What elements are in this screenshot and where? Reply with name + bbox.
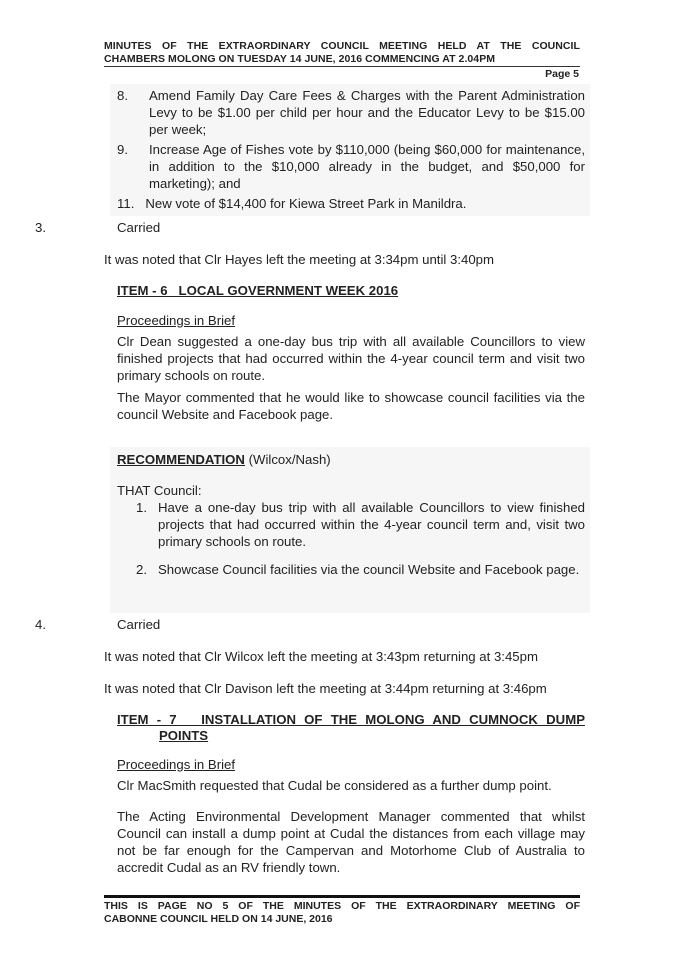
- list-item-number: 11.: [117, 196, 135, 211]
- resolution-number: 4.: [35, 617, 46, 632]
- item-6-paragraph-1: Clr Dean suggested a one-day bus trip with all available Councillors to view finished projects that had occurred within the 4-year council term and visit two primary schools on route.: [117, 334, 585, 383]
- header-line-2: CHAMBERS MOLONG ON TUESDAY 14 JUNE, 2016 COMMENCING AT 2.04PM: [104, 53, 496, 65]
- footer-line-2: CABONNE COUNCIL HELD ON 14 JUNE, 2016: [104, 913, 333, 925]
- list-item: [117, 87, 585, 138]
- attendance-note: It was noted that Clr Davison left the meeting at 3:44pm returning at 3:46pm: [104, 681, 547, 696]
- page-header: [104, 40, 580, 66]
- list-item-text: Increase Age of Fishes vote by $110,000 (being $60,000 for maintenance, in addition to the $10,000 already in the budget, and $50,000 for marketing); and: [149, 142, 585, 191]
- item-7-heading: [117, 712, 585, 744]
- item-7-subheading: Proceedings in Brief: [117, 757, 236, 772]
- list-item-number: 1.: [136, 500, 147, 515]
- attendance-note: It was noted that Clr Wilcox left the meeting at 3:43pm returning at 3:45pm: [104, 649, 538, 664]
- item-7-title-line-1: ITEM - 7 INSTALLATION OF THE MOLONG AND CUMNOCK DUMP: [117, 712, 585, 727]
- resolution-number: 3.: [35, 220, 46, 235]
- item-6-title: ITEM - 6 LOCAL GOVERNMENT WEEK 2016: [117, 283, 399, 298]
- list-item-text: Amend Family Day Care Fees & Charges with the Parent Administration Levy to be $1.00 per child per hour and the Educator Levy to be $15.00 per week;: [149, 88, 585, 137]
- list-item-number: 9.: [117, 142, 128, 157]
- recommendation-heading: [117, 451, 331, 468]
- list-item: [117, 195, 466, 212]
- page-footer: [104, 900, 580, 926]
- recommendation-label: RECOMMENDATION: [117, 452, 245, 467]
- item-7-paragraph-2: The Acting Environmental Development Manager commented that whilst Council can install a dump point at Cudal the distances from each village may not be far enough for the Campervan and Motorhome Club of Australia to accredit Cudal as an RV friendly town.: [117, 809, 585, 875]
- footer-divider: [104, 895, 580, 898]
- item-7-title-line-2: POINTS: [159, 728, 209, 743]
- recommendation-intro: THAT Council:: [117, 483, 202, 498]
- item-7-paragraph-1: Clr MacSmith requested that Cudal be considered as a further dump point.: [117, 778, 552, 793]
- item-6-heading: [117, 283, 398, 299]
- resolution-status: Carried: [117, 617, 161, 632]
- list-item: [136, 561, 585, 578]
- footer-line-1: THIS IS PAGE NO 5 OF THE MINUTES OF THE EXTRAORDINARY MEETING OF: [104, 900, 580, 912]
- recommendation-movers: (Wilcox/Nash): [244, 452, 331, 467]
- list-item: [136, 499, 585, 550]
- resolution-status: Carried: [117, 220, 161, 235]
- header-line-1: MINUTES OF THE EXTRAORDINARY COUNCIL MEETING HELD AT THE COUNCIL: [104, 40, 580, 52]
- list-item-text: Have a one-day bus trip with all available Councillors to view finished projects that had occurred within the 4-year council term and, visit two primary schools on route.: [158, 500, 585, 549]
- list-item-number: 2.: [136, 562, 147, 577]
- list-item-number: 8.: [117, 88, 128, 103]
- list-item: [117, 141, 585, 192]
- header-divider: [104, 66, 580, 67]
- attendance-note: It was noted that Clr Hayes left the meeting at 3:34pm until 3:40pm: [104, 252, 494, 267]
- list-item-text: New vote of $14,400 for Kiewa Street Park in Manildra.: [145, 196, 467, 211]
- item-6-subheading: Proceedings in Brief: [117, 313, 236, 328]
- list-item-text: Showcase Council facilities via the council Website and Facebook page.: [158, 562, 580, 577]
- item-6-paragraph-2: The Mayor commented that he would like to showcase council facilities via the council Website and Facebook page.: [117, 390, 585, 422]
- page-number: Page 5: [545, 68, 579, 80]
